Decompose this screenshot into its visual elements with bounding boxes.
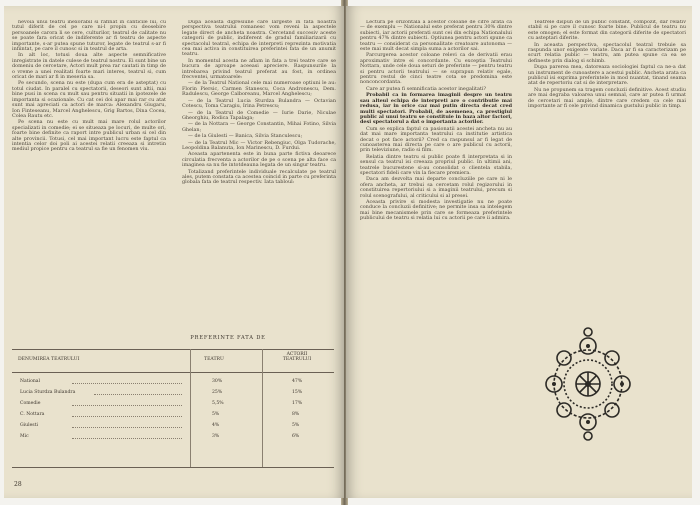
paragraph: — de la Nottara — George Constantin, Mihai Fotino, Silvia Ghelan;	[182, 121, 336, 133]
paragraph: Pe scena nu este cu mult mai mare rolul actorilor specializati in comedie; ei se situeaza pe locuri, de multe ori, foarte bine definite ca raport intre publicul urban si cel din alte provincii. Totusi, cel mai important lucru este faptul ca intentia celor doi poli ai acestei relatii creeaza si intretin mediul propice pentru ca teatrul sa fie un fenomen viu.	[12, 119, 166, 153]
table-row	[12, 401, 334, 409]
row-theatre: C. Nottara	[20, 412, 45, 417]
paragraph: — de la Teatrul National cele mai numeroase optiuni le au: Florin Piersic, Carmen Stanescu, Coca Andronescu, Dem. Radulescu, George Calboreanu, Marcel Anghelescu;	[182, 80, 336, 98]
row-audience-pct: 3%	[212, 434, 220, 439]
paragraph: Probabil ca in formarea imaginii despre un teatru sau alteul echipa de interpreti are o contributie mai redusa, iar in orice caz mai putin directa decat cred multi spectatori. Probabil, de asemenea, ca prestigiul public al unui teatru se constituie in baza altor factori, desi spectatorul a dat o importanta actorilor.	[360, 92, 512, 126]
table-title: PREFERINTE FATA DE	[190, 335, 266, 341]
leader-dots	[72, 405, 182, 406]
paragraph: Pe secundo, scena nu este (dupa cum era de asteptat) cu totul ciudat. In paralel cu spectatorii, deseori sunt altii, mai bine pusi in scena cu mult sau pentru situatii in ipotezele de importanta si ocazionale. Cu cat cei doi apar mai rar cu atat sunt mai apreciati ca actori de marca: Alexandru Giugaru, Ion Finteseanu, Marcel Anghelescu, Grig Bartos, Dina Cocea, Colea Rautu etc.	[12, 80, 166, 119]
header-theatre: TEATRU	[204, 357, 224, 362]
paragraph: — de la Teatrul Mic — Victor Rebengiuc, Olga Tudorache, Leopoldina Balanuta, Ion Marinescu, D. Furdui.	[182, 139, 336, 151]
paragraph: Daca am dezvolta mai departe concluziile pe care ni le ofera ancheta, ar trebui sa cercetam rolul regizorului in constituirea repertoriului si a imaginii teatrului, precum si rolul scenografului, al criticului si al presei.	[360, 176, 512, 199]
paragraph: nevoia unui teatru inexorabil si rafinat in canticile lui, cu tutul diferit de cel pe care ni-l propin cu deosebire persoanele carora li se cere, culturilor, teatrul de calitate nu se poate fara oricat de indiferente ar fi teatru de aspecte importante, s-ar putea spune tuturor, legate de teatrul s-ar fi infiintat, pe care il cunosc si in teatrul de arta.	[12, 20, 166, 53]
table-header	[12, 349, 334, 373]
row-audience-pct: 5%	[212, 412, 220, 417]
paragraph: Care ar putea fi semnificatia acestor inegalitati?	[366, 85, 487, 92]
left-page	[4, 6, 344, 498]
row-theatre: Comedie	[20, 401, 41, 406]
row-theatre: Giulesti	[20, 423, 38, 428]
paragraph: Dupa parerea mea, datoreaza sociologiei faptul ca ne-a dat un instrument de cunoastere a acestui public. Ancheta arata ca publicul isi exprima preferintele in mod nuantat, tinand seama atat de repertoriu cat si de interpretare.	[528, 64, 686, 87]
right-page	[346, 6, 692, 498]
leader-dots	[72, 427, 182, 428]
paragraph: — de la Giulesti — Banica, Silvia Stanculescu;	[188, 133, 303, 140]
left-column-1	[12, 20, 166, 326]
paragraph: In alt loc, totusi doua alte aspecte semnificative inregistrate in datele culese de teatrul nostru. Ei sunt bine un domeniu de cercetare, Actori mult prea rar cautati in timp de o vreme a unei realitati foarte mari interes, teatrul si, cum oricat de mari ar fi in meseria sa.	[12, 52, 166, 81]
paragraph: Dupa aceasta digresiune care largeste in fata noastra perspectiva teatrului romanesc vom reveni la aspectele legate direct de ancheta noastra. Cercetand succesiv aceste categorii de public, indiferent de gradul familiarizarii cu spectacolul teatral, echipa de interpreti reprezinta motivatia cea mai activa in constituirea preferintei fata de un anumit teatru.	[182, 20, 336, 58]
paragraph: Aceasta privire si modesta investigatie nu ne poate conduce la concluzii definitive; ne permite insa sa intelegem mai bine mecanismele prin care se formeaza preferintele publicului de teatru si relatia lui cu actorii pe care ii admira.	[360, 199, 512, 222]
lace-ornament-illustration	[542, 324, 634, 444]
header-theatre-name: DENUMIREA TEATRULUI	[18, 357, 80, 362]
row-theatre: Mic	[20, 434, 29, 439]
row-actors-pct: 6%	[292, 434, 300, 439]
paragraph: Lectura pe orizontala a acestor coloane de cifre arata ca — de exemplu — Nationalul este preferat pentru 30% dintre subiecti, iar actorii preferati sunt cei din echipa Nationalului pentru 47% dintre subiecti. Optiunea pentru actori spune ca teatru — considerat ca personalitate creatoare autonoma — este mai mult decat simpla suma a actorilor sai.	[360, 20, 512, 53]
row-actors-pct: 5%	[292, 423, 300, 428]
row-actors-pct: 8%	[292, 412, 300, 417]
table-row	[12, 379, 334, 387]
leader-dots	[72, 383, 182, 384]
paragraph: In aceasta perspectiva, spectacolul teatral trebuie sa raspunda unor exigente variate. Daca ar fi sa caracterizam pe scurt relatia public — teatru, am putea spune ca ea se defineste prin dialog si schimb.	[528, 41, 686, 64]
paragraph: Relatia dintre teatru si public poate fi interpretata si in sensul ca teatrul isi creeaza propriul public. In ultimii ani, teatrele bucurestene si-au consolidat o clientela stabila, spectatori fideli care vin la fiecare premiera.	[360, 153, 512, 176]
paragraph: — de la Teatrul de Comedie — Iurie Darie, Niculae Gheorghiu, Rodica Tapalaga;	[182, 109, 336, 121]
leader-dots	[72, 416, 182, 417]
right-column-2	[528, 20, 686, 290]
table-row	[12, 412, 334, 420]
paragraph: Parcurgerea acestor coloane relevi ca de derivatii erau aproximativ intre ei concordante. Cu exceptia Teatrului Nottara, unde cele doua seturi de preferinte — pentru teatru si pentru actorii teatrului — se suprapun relativ egale, pentru restul de cinci teatre cota se predomina este nonconcordanta.	[360, 52, 512, 86]
table-row	[12, 434, 334, 442]
row-actors-pct: 15%	[292, 390, 303, 395]
row-audience-pct: 5,5%	[212, 401, 224, 406]
leader-dots	[94, 394, 182, 395]
table-bottom-rule	[12, 467, 334, 468]
paragraph: Nu ne propunem sa tragem concluzii definitive. Acest studiu are mai degraba valoarea unui semnal, care ar putea fi urmat de cercetari mai ample, dintre care credem ca cele mai importante ar fi cele privind dinamica gustului public in timp.	[528, 86, 686, 110]
right-column-1	[360, 20, 512, 490]
row-audience-pct: 25%	[212, 390, 223, 395]
row-theatre: Lucia Sturdza Bulandra	[20, 390, 76, 395]
paragraph: Aceasta apartenenta este in buna parte fictiva deoarece circulatia frecventa a actorilor de pe o scena pe alta face ca imaginea sa nu fie intotdeauna legata de un singur teatru.	[182, 151, 336, 169]
left-column-2	[182, 20, 336, 326]
paragraph: Teatrele dispun de un public constant, compozit, dar relativ stabil si pe care il cunosc foarte bine. Publicul de teatru nu este omogen; el este format din categorii diferite de spectatori cu asteptari diferite.	[528, 20, 686, 42]
paragraph: — de la Teatrul Lucia Sturdza Bulandra — Octavian Cotescu, Toma Caragiu, Irina Petrescu;	[182, 97, 336, 110]
paragraph: Totalizand preferintele individuale recalculate pe teatrul ales, putem constata ca acestea coincid in parte cu preferinta globala fata de teatrul respectiv. Iata tabloul:	[182, 168, 336, 186]
row-audience-pct: 30%	[212, 379, 223, 384]
leader-dots	[72, 438, 182, 439]
paragraph: Cum se explica faptul ca pasionatii acestei ancheta nu au dat mai mare importanta teatrului ca institutie artistica decat o pot face actorii? Cred ca raspunsul ar fi legat de cunoasterea mai directa pe care o are publicul cu actorii, prin televiziune, radio si film.	[360, 125, 512, 154]
header-actors: ACTORII TEATRULUI	[282, 352, 312, 362]
page-number: 28	[14, 481, 22, 488]
row-audience-pct: 4%	[212, 423, 220, 428]
row-actors-pct: 17%	[292, 401, 303, 406]
row-actors-pct: 47%	[292, 379, 303, 384]
preferences-table	[12, 335, 334, 475]
table-row	[12, 390, 334, 398]
table-row	[12, 423, 334, 431]
row-theatre: National	[20, 379, 41, 384]
paragraph: In momentul acesta ne aflam in fata a trei teatre care se bucura de aproape aceeasi apreciere. Raspunsurile la intrebarea privind teatrul preferat au fost, in ordinea frecventei, urmatoarele:	[182, 57, 336, 81]
